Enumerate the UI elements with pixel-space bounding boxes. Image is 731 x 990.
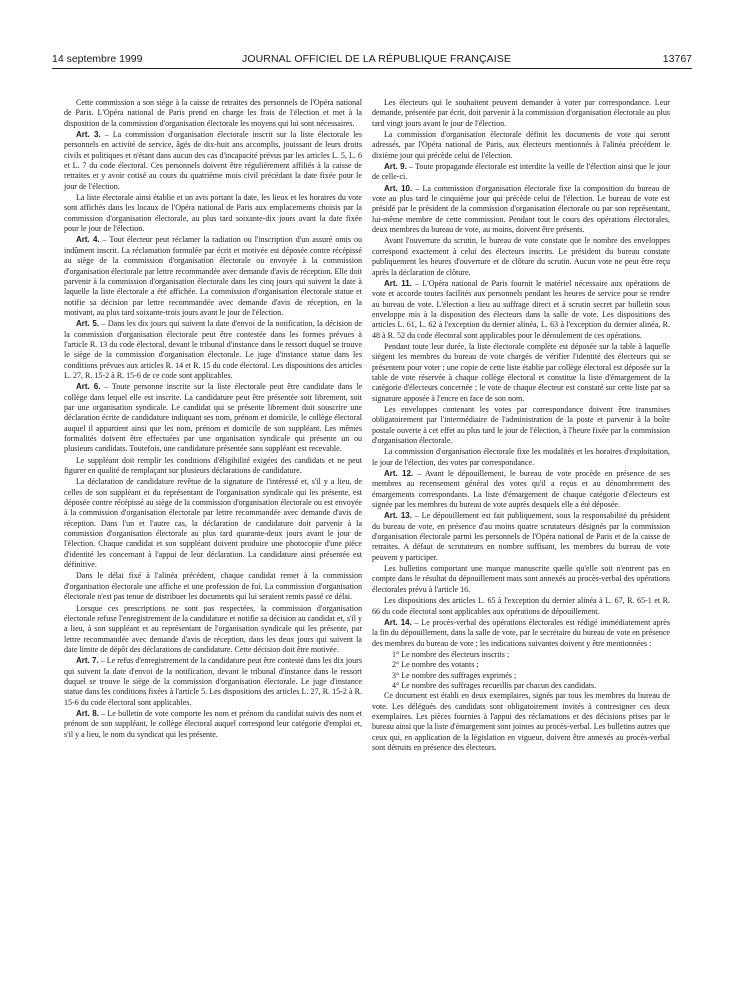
paragraph-text: – Toute propagande électorale est interdite la veille de l'élection ainsi que le jour de celle-ci. — [372, 162, 670, 182]
right-column — [372, 98, 670, 754]
paragraph-text: Pendant toute leur durée, la liste électorale complète est déposée sur la table à laquelle siègent les membres du bureau de vote chargés de vérifier l'identité des électeurs qui se présentent pour voter ; une copie de cette liste établie par collège électoral est déposée sur la table de vote réservée à chaque collège électoral et constitue la liste d'émargement de la catégorie d'électeurs concernée ; le vote de chaque électeur est constaté sur cette liste par sa signature apposée à l'encre en face de son nom. — [372, 341, 670, 403]
article-number: Art. 10. — [384, 183, 413, 193]
paragraph — [372, 236, 670, 277]
list-item — [372, 681, 670, 691]
article-paragraph — [372, 511, 670, 563]
paragraph — [372, 342, 670, 404]
article-paragraph — [64, 656, 362, 708]
paragraph — [372, 447, 670, 468]
article-number: Art. 6. — [76, 382, 101, 392]
paragraph-text: Les bulletins comportant une marque manuscrite quelle qu'elle soit n'entrent pas en compte dans le résultat du dépouillement mais sont annexés au procès-verbal des opérations électorales prévu à l'article 16. — [372, 564, 670, 594]
paragraph-text: 1° Le nombre des électeurs inscrits ; — [392, 649, 510, 659]
article-number: Art. 5. — [76, 319, 100, 329]
paragraph-text: – Tout électeur peut réclamer la radiation ou l'inscription d'un assuré omis ou indûment inscrit. La réclamation formulée par écrit et motivée est déposée contre récépissé au siège de la commission d'organisation électorale ou envoyée à la commission d'organisation électorale par lettre recommandée avec demande d'avis de réception. Elle doit parvenir à la commission d'organisation électorale dans les cinq jours qui suivent la date à laquelle la liste électorale a été affichée. La commission d'organisation électorale statue et notifie sa décision par lettre recommandée avec demande d'avis de réception, en la motivant, au plus tard soixante-trois jours avant le jour de l'élection. — [64, 235, 362, 317]
paragraph — [372, 98, 670, 129]
article-paragraph — [372, 184, 670, 236]
paragraph-text: 2° Le nombre des votants ; — [392, 660, 479, 670]
article-paragraph — [64, 130, 362, 192]
paragraph-text: – Le procès-verbal des opérations électorales est rédigé immédiatement après la fin du dépouillement, dans la salle de vote, par le secrétaire du bureau de vote en présence des membres du bureau de vote ; les indications suivantes doivent y être mentionnées : — [372, 617, 670, 648]
paragraph-text: Les électeurs qui le souhaitent peuvent demander à voter par correspondance. Leur demande, présentée par écrit, doit parvenir à la commission d'organisation électorale au plus tard vingt jours avant le jour de l'élection. — [372, 98, 670, 128]
paragraph-text: La commission d'organisation électorale fixe les modalités et les horaires d'exploitation, le jour de l'élection, des votes par correspondance. — [372, 447, 670, 467]
paragraph-text: Les dispositions des articles L. 65 à l'exception du dernier alinéa à L. 67, R. 65-1 et R. 66 du code électoral sont applicables aux opérations de dépouillement. — [372, 596, 670, 616]
paragraph-text: La liste électorale ainsi établie et un avis portant la date, les lieux et les horaires du vote sont affichés dans les locaux de l'Opéra national de Paris aux emplacements choisis par la commission d'organisation électorale, au plus tard soixante-dix jours avant la date fixée pour le jour de l'élection. — [64, 193, 362, 234]
page-number: 13767 — [662, 53, 692, 65]
paragraph-text: Ce document est établi en deux exemplaires, signés par tous les membres du bureau de vote. Les délégués des candidats sont obligatoirement invités à contresigner ces deux exemplaires. Les pièces fournies à l'appui des réclamations et des décisions prises par le bureau ainsi que la liste d'émargement sont jointes au procès-verbal. Les bulletins autres que ceux qui, en application de la législation en vigueur, doivent être annexés au procès-verbal sont détruits en présence des électeurs. — [372, 691, 670, 752]
journal-title: JOURNAL OFFICIEL DE LA RÉPUBLIQUE FRANÇAISE — [242, 53, 511, 65]
article-number: Art. 7. — [76, 656, 99, 666]
article-number: Art. 4. — [76, 235, 100, 245]
paragraph-text: Cette commission a son siège à la caisse de retraites des personnels de l'Opéra national de Paris. L'Opéra national de Paris prend en charge les frais de l'élection et met à la disposition de la commission d'organisation électorale les moyens qui lui sont nécessaires. — [64, 98, 362, 128]
paragraph-text: La déclaration de candidature revêtue de la signature de l'intéressé et, s'il y a lieu, de celles de son suppléant et du représentant de l'organisation syndicale qui les présente, est déposée contre récépissé au siège de la commission d'organisation électorale ou est envoyée à la commission d'organisation électorale par lettre recommandée avec demande d'avis de réception. Dans l'un et l'autre cas, la déclaration de candidature doit parvenir à la commission d'organisation électorale au plus tard quarante-deux jours avant le jour de l'élection. Chaque candidat et son suppléant doivent produire une photocopie d'une pièce d'identité les concernant à l'appui de leur déclaration. La candidature ainsi présentée est définitive. — [64, 477, 362, 570]
paragraph-text: – La commission d'organisation électorale inscrit sur la liste électorale les personnels en activité de service, âgés de dix-huit ans accomplis, jouissant de leurs droits civils et politiques et n'étant dans aucun des cas d'incapacité prévus par les articles L. 5, L. 6 et L. 7 du code électoral. Ces personnels doivent être régulièrement affiliés à la caisse de retraites et y avoir cotisé au cours du quatrième mois civil précédant la date fixée pour le jour de l'élection. — [64, 130, 363, 191]
article-number: Art. 11. — [384, 278, 412, 288]
article-paragraph — [64, 235, 362, 318]
paragraph-text: Dans le délai fixé à l'alinéa précédent, chaque candidat remet à la commission d'organisation électorale une affiche et une profession de foi. La commission d'organisation électorale n'est pas tenue de distribuer les documents qui lui seraient remis passé ce délai. — [64, 571, 362, 602]
article-number: Art. 9. — [384, 162, 407, 172]
article-paragraph — [372, 162, 670, 183]
list-item — [372, 660, 670, 670]
paragraph-text: La commission d'organisation électorale définit les documents de vote qui seront adressés, par l'Opéra national de Paris, aux électeurs mentionnés à l'alinéa précédent le dixième jour qui précède celui de l'élection. — [372, 130, 670, 160]
paragraph-text: – Le dépouillement est fait publiquement, sous la responsabilité du président du bureau de vote, en présence d'au moins quatre scrutateurs désignés par la commission d'organisation électorale parmi les personnels de l'Opéra national de Paris et de la caisse de retraites. A défaut de scrutateurs en nombre suffisant, les membres du bureau de vote peuvent y participer. — [372, 511, 670, 562]
paragraph — [372, 130, 670, 161]
list-item — [372, 671, 670, 681]
paragraph-text: 4° Le nombre des suffrages recueillis par chacun des candidats. — [392, 680, 597, 690]
paragraph-text: Le suppléant doit remplir les conditions d'éligibilité exigées des candidats et ne peut figurer en qualité de remplaçant sur plusieurs déclarations de candidature. — [64, 455, 362, 476]
paragraph — [372, 596, 670, 617]
paragraph — [64, 193, 362, 234]
page-header — [52, 52, 692, 69]
paragraph-text: – La commission d'organisation électorale fixe la composition du bureau de vote au plus tard le cinquième jour qui précède celui de l'élection. Le bureau de vote est présidé par le président de la commission d'organisation électorale ou par son représentant, lui-même membre de cette commission. Pendant tout le cours des opérations électorales, deux membres du bureau de vote, au moins, doivent être présents. — [372, 183, 670, 235]
list-item — [372, 650, 670, 660]
paragraph — [64, 477, 362, 570]
article-paragraph — [64, 709, 362, 740]
article-number: Art. 3. — [76, 130, 101, 140]
paragraph — [64, 456, 362, 477]
paragraph-text: – Dans les dix jours qui suivent la date d'envoi de la notification, la décision de la commission d'organisation électorale peut être contestée dans les formes prévues à l'article R. 13 du code électoral, devant le tribunal d'instance dans le ressort duquel se trouve le siège de la commission d'organisation électorale. Le juge d'instance statue dans les conditions prévues aux articles R. 14 et R. 15 du code électoral. Les dispositions des articles L. 27, R. 15-2 à R. 15-6 de ce code sont applicables. — [64, 319, 363, 380]
paragraph-text: Avant l'ouverture du scrutin, le bureau de vote constate que le nombre des enveloppes correspond exactement à celui des électeurs inscrits. Le président du bureau constate publiquement les heures d'ouverture et de clôture du scrutin. Aucun vote ne peut être reçu après la déclaration de clôture. — [372, 236, 670, 277]
left-column — [64, 98, 362, 741]
paragraph — [64, 571, 362, 602]
article-number: Art. 14. — [384, 617, 412, 627]
article-paragraph — [64, 382, 362, 454]
article-number: Art. 13. — [384, 511, 412, 521]
article-number: Art. 12. — [384, 469, 414, 479]
paragraph — [372, 691, 670, 753]
paragraph-text: – Le bulletin de vote comporte les nom et prénom du candidat suivis des nom et prénom de son suppléant, le collège électoral auquel correspond leur catégorie d'emploi et, s'il y a lieu, le nom du syndicat qui les présente. — [64, 708, 362, 739]
paragraph-text: – Le refus d'enregistrement de la candidature peut être contesté dans les dix jours qui suivent la date d'envoi de la notification, devant le tribunal d'instance dans le ressort duquel se trouve le siège de la commission d'organisation électorale. Le juge d'instance statue dans les conditions fixées à l'article 5. Les dispositions des articles L. 27, R. 15-2 à R. 15-6 du code électoral sont applicables. — [64, 656, 362, 707]
article-paragraph — [372, 469, 670, 510]
paragraph — [64, 98, 362, 129]
paragraph — [64, 604, 362, 656]
article-paragraph — [372, 279, 670, 341]
paragraph-text: 3° Le nombre des suffrages exprimés ; — [392, 670, 517, 680]
paragraph-text: – Avant le dépouillement, le bureau de vote procède en présence de ses membres au recensement général des votes qu'il a reçus et au dénombrement des émargements correspondants. La liste d'émargement de chaque catégorie d'électeurs est signée par les membres du bureau de vote auprès desquels elle a été déposée. — [372, 469, 670, 510]
header-date: 14 septembre 1999 — [52, 53, 143, 65]
article-paragraph — [64, 319, 362, 381]
paragraph-text: Les enveloppes contenant les votes par correspondance doivent être transmises obligatoirement par l'intermédiaire de l'administration de la poste et parvenir à la boîte postale ouverte à cet effet au plus tard le jour de l'élection, à l'heure fixée par la commission d'organisation électorale. — [372, 404, 670, 445]
paragraph-text: – L'Opéra national de Paris fournit le matériel nécessaire aux opérations de vote et accorde toutes facilités aux personnels pendant les heures de service pour se rendre au bureau de vote. L'élection a lieu au suffrage direct et à scrutin secret par bulletin sous enveloppe mis à la disposition des électeurs dans la salle de vote. Les dispositions des articles L. 61, L. 62 à l'exception du dernier alinéa, L. 63 à l'exception du dernier alinéa, R. 48 à R. 52 du code électoral sont applicables pour le déroulement de ces opérations. — [372, 278, 670, 340]
paragraph-text: Lorsque ces prescriptions ne sont pas respectées, la commission d'organisation électorale refuse l'enregistrement de la candidature et notifie sa décision au candidat et, s'il y a lieu, à son suppléant et au représentant de l'organisation syndicale qui les présente, par lettre recommandée avec demande d'avis de réception, dans les deux jours qui suivent la date limite de dépôt des déclarations de candidature. Cette décision doit être motivée. — [64, 603, 362, 654]
article-paragraph — [372, 618, 670, 649]
paragraph-text: – Toute personne inscrite sur la liste électorale peut être candidate dans le collège dans lequel elle est inscrite. La candidature peut être présentée soit librement, soit par une organisation syndicale. Le candidat qui se présente librement doit souscrire une déclaration écrite de candidature indiquant ses nom, prénom et domicile, le collège électoral auquel il appartient ainsi que les nom, prénom et domicile de son suppléant. Les mêmes formalités doivent être effectuées par une organisation syndicale qui présente un ou plusieurs candidats. Toutefois, une candidature présentée sans suppléant est recevable. — [64, 382, 363, 454]
paragraph — [372, 564, 670, 595]
paragraph — [372, 405, 670, 446]
article-number: Art. 8. — [76, 708, 99, 718]
